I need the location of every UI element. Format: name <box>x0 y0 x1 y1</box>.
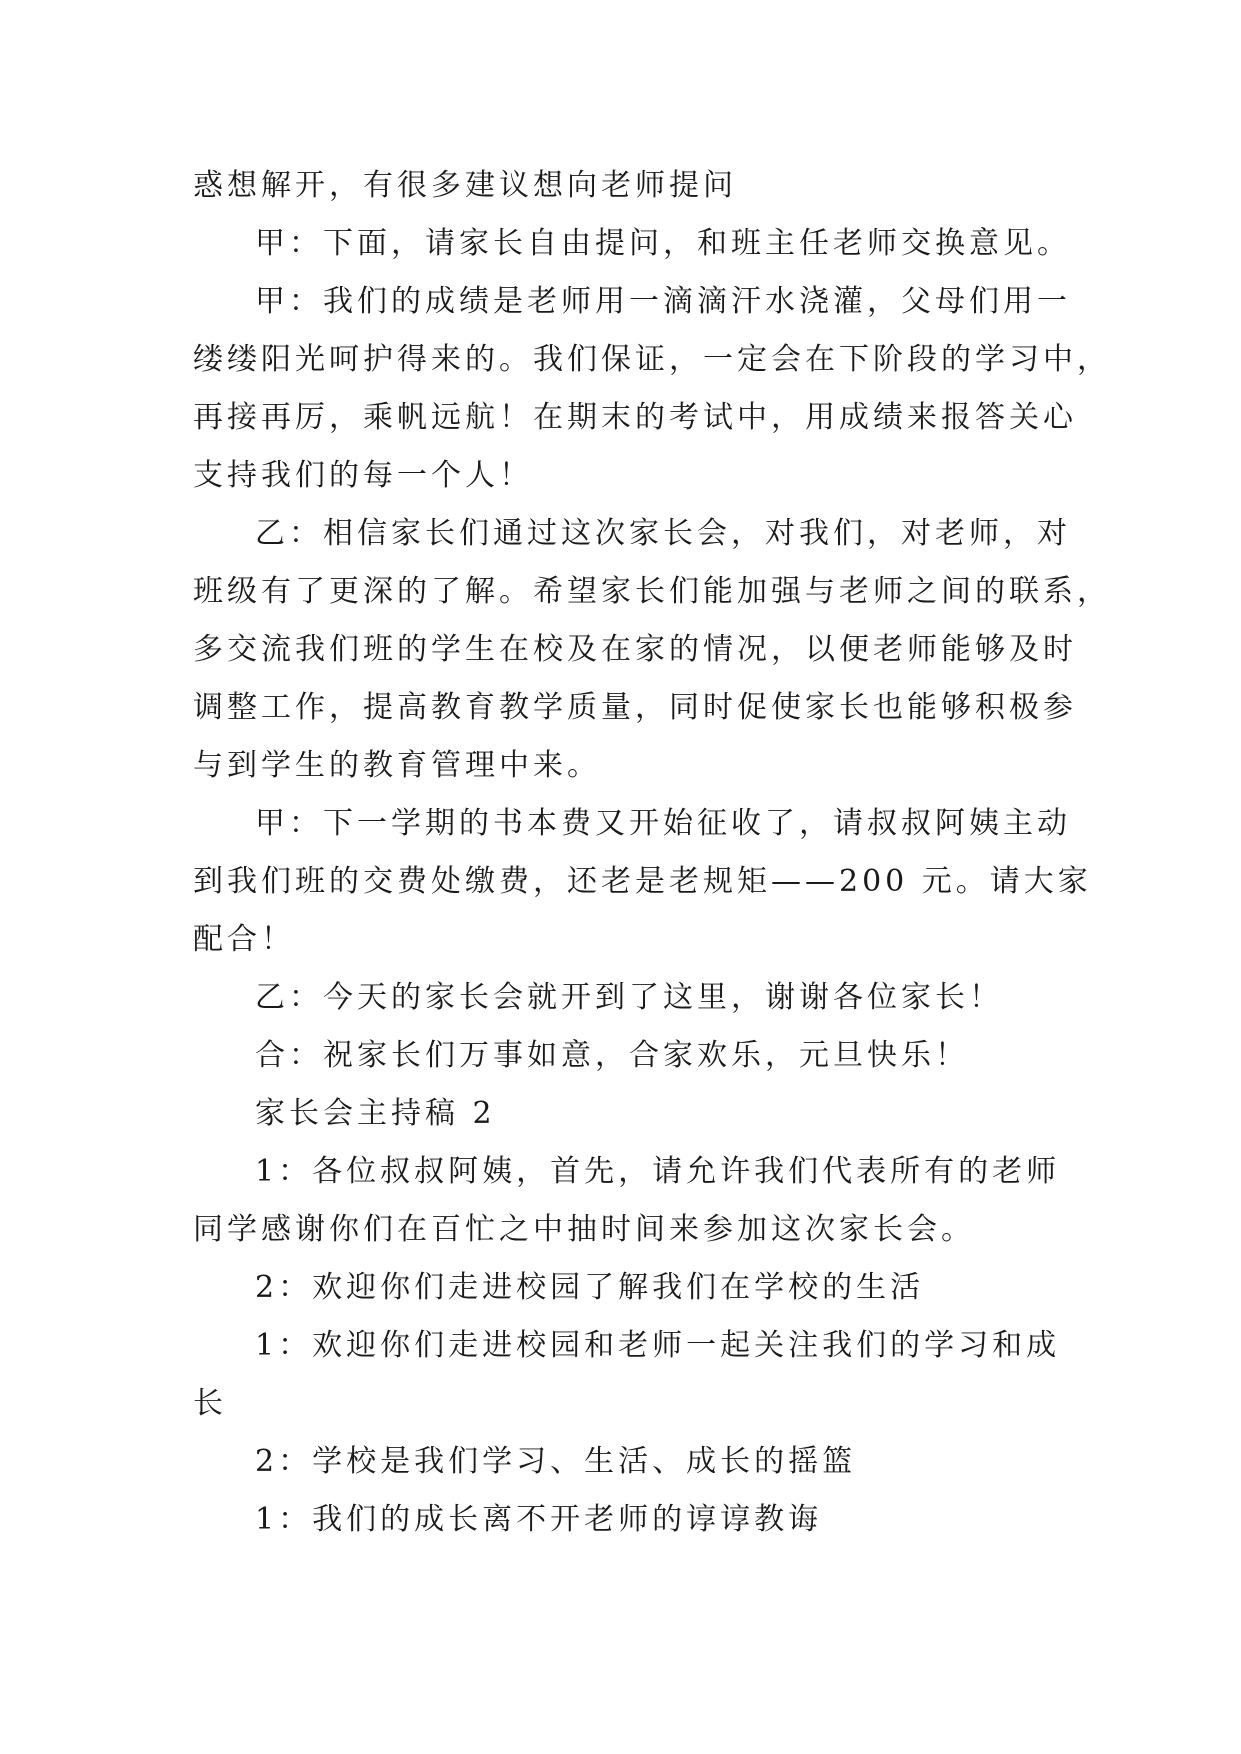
text-line: 再接再厉，乘帆远航！在期末的考试中，用成绩来报答关心 <box>193 400 1077 435</box>
text-line: 支持我们的每一个人！ <box>193 458 533 493</box>
text-line: 2：欢迎你们走进校园了解我们在学校的生活 <box>255 1270 925 1305</box>
text-line: 调整工作，提高教育教学质量，同时促使家长也能够积极参 <box>193 690 1077 725</box>
text-line: 惑想解开，有很多建议想向老师提问 <box>193 168 737 203</box>
text-line: 1：我们的成长离不开老师的谆谆教诲 <box>255 1502 823 1537</box>
text-line: 班级有了更深的了解。希望家长们能加强与老师之间的联系， <box>193 574 1111 609</box>
text-line: 到我们班的交费处缴费，还老是老规矩——200 元。请大家 <box>193 864 1092 899</box>
text-line: 1：欢迎你们走进校园和老师一起关注我们的学习和成 <box>255 1328 1061 1363</box>
text-line: 2：学校是我们学习、生活、成长的摇篮 <box>255 1444 857 1479</box>
text-line: 甲：下面，请家长自由提问，和班主任老师交换意见。 <box>255 226 1071 261</box>
text-line: 同学感谢你们在百忙之中抽时间来参加这次家长会。 <box>193 1212 975 1247</box>
text-line: 长 <box>193 1386 227 1421</box>
text-line: 配合！ <box>193 922 295 957</box>
text-line: 乙：今天的家长会就开到了这里，谢谢各位家长！ <box>255 980 1003 1015</box>
text-line: 多交流我们班的学生在校及在家的情况，以便老师能够及时 <box>193 632 1077 667</box>
section-heading: 家长会主持稿 2 <box>255 1096 496 1131</box>
text-line: 甲：我们的成绩是老师用一滴滴汗水浇灌，父母们用一 <box>255 284 1071 319</box>
text-line: 甲：下一学期的书本费又开始征收了，请叔叔阿姨主动 <box>255 806 1071 841</box>
text-line: 1：各位叔叔阿姨，首先，请允许我们代表所有的老师 <box>255 1154 1061 1189</box>
document-body <box>193 157 1111 1549</box>
text-line: 与到学生的教育管理中来。 <box>193 748 601 783</box>
text-line: 乙：相信家长们通过这次家长会，对我们，对老师，对 <box>255 516 1071 551</box>
text-line: 缕缕阳光呵护得来的。我们保证，一定会在下阶段的学习中， <box>193 342 1111 377</box>
text-line: 合：祝家长们万事如意，合家欢乐，元旦快乐！ <box>255 1038 969 1073</box>
